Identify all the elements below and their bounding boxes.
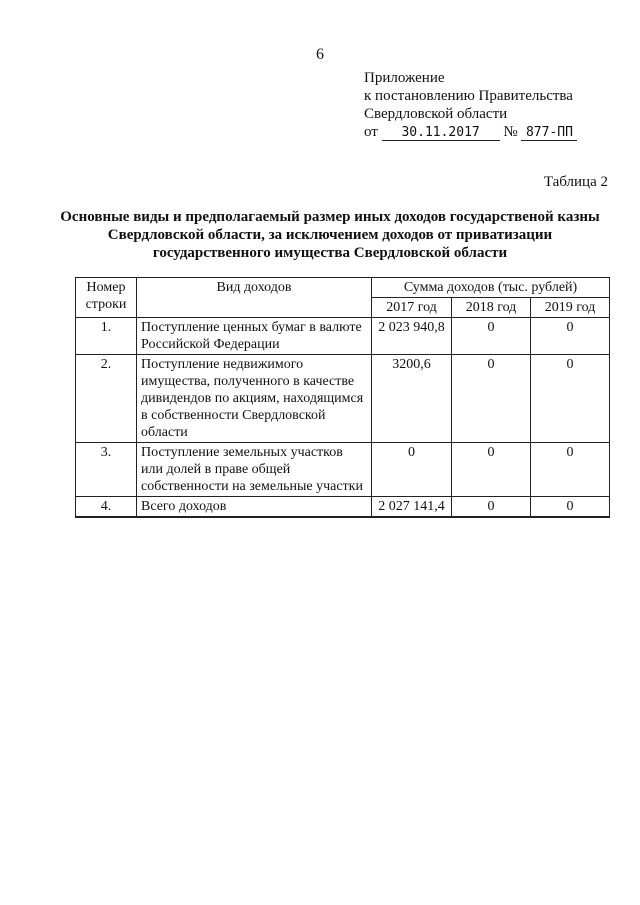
row-number: 2. — [76, 355, 137, 443]
row-income-type: Поступление ценных бумаг в валюте Российской Федерации — [137, 318, 372, 355]
row-value-2017: 2 023 940,8 — [372, 318, 452, 355]
annex-line-2: к постановлению Правительства — [364, 88, 573, 104]
annex-line-3: Свердловской области — [364, 106, 508, 122]
table-row-total — [76, 497, 610, 518]
header-year-2017: 2017 год — [372, 298, 452, 318]
date-prefix: от — [364, 124, 378, 140]
row-number: 1. — [76, 318, 137, 355]
header-year-2019: 2019 год — [531, 298, 610, 318]
row-value-2018: 0 — [452, 443, 531, 497]
number-prefix: № — [503, 124, 518, 140]
table-row — [76, 443, 610, 497]
row-value-2017: 3200,6 — [372, 355, 452, 443]
row-value-2018: 0 — [452, 355, 531, 443]
annex-date-line — [364, 123, 577, 141]
income-table — [75, 277, 610, 518]
annex-line-1: Приложение — [364, 70, 445, 86]
table-row — [76, 355, 610, 443]
resolution-date: 30.11.2017 — [382, 125, 500, 141]
header-row-number: Номер строки — [76, 278, 137, 318]
row-value-2019: 0 — [531, 355, 610, 443]
table-header-row — [76, 278, 610, 298]
document-title: Основные виды и предполагаемый размер иных доходов государственой казны Свердловской области, за исключением доходов от приватизации государственного имущества Свердловской области — [60, 209, 600, 261]
page-number: 6 — [316, 46, 324, 63]
row-value-2018: 0 — [452, 318, 531, 355]
header-year-2018: 2018 год — [452, 298, 531, 318]
annex-block — [364, 69, 577, 141]
row-value-2018: 0 — [452, 497, 531, 518]
row-income-type: Поступление земельных участков или долей в праве общей собственности на земельные участки — [137, 443, 372, 497]
row-value-2017: 2 027 141,4 — [372, 497, 452, 518]
row-value-2019: 0 — [531, 443, 610, 497]
row-number: 4. — [76, 497, 137, 518]
table-row — [76, 318, 610, 355]
row-income-type: Поступление недвижимого имущества, полученного в качестве дивидендов по акциям, находящимся в собственности Свердловской области — [137, 355, 372, 443]
row-value-2019: 0 — [531, 497, 610, 518]
table-label: Таблица 2 — [543, 174, 608, 190]
header-income-sum: Сумма доходов (тыс. рублей) — [372, 278, 610, 298]
row-value-2019: 0 — [531, 318, 610, 355]
row-value-2017: 0 — [372, 443, 452, 497]
row-income-type: Всего доходов — [137, 497, 372, 518]
row-number: 3. — [76, 443, 137, 497]
header-income-type: Вид доходов — [137, 278, 372, 318]
resolution-number: 877-ПП — [521, 125, 577, 141]
